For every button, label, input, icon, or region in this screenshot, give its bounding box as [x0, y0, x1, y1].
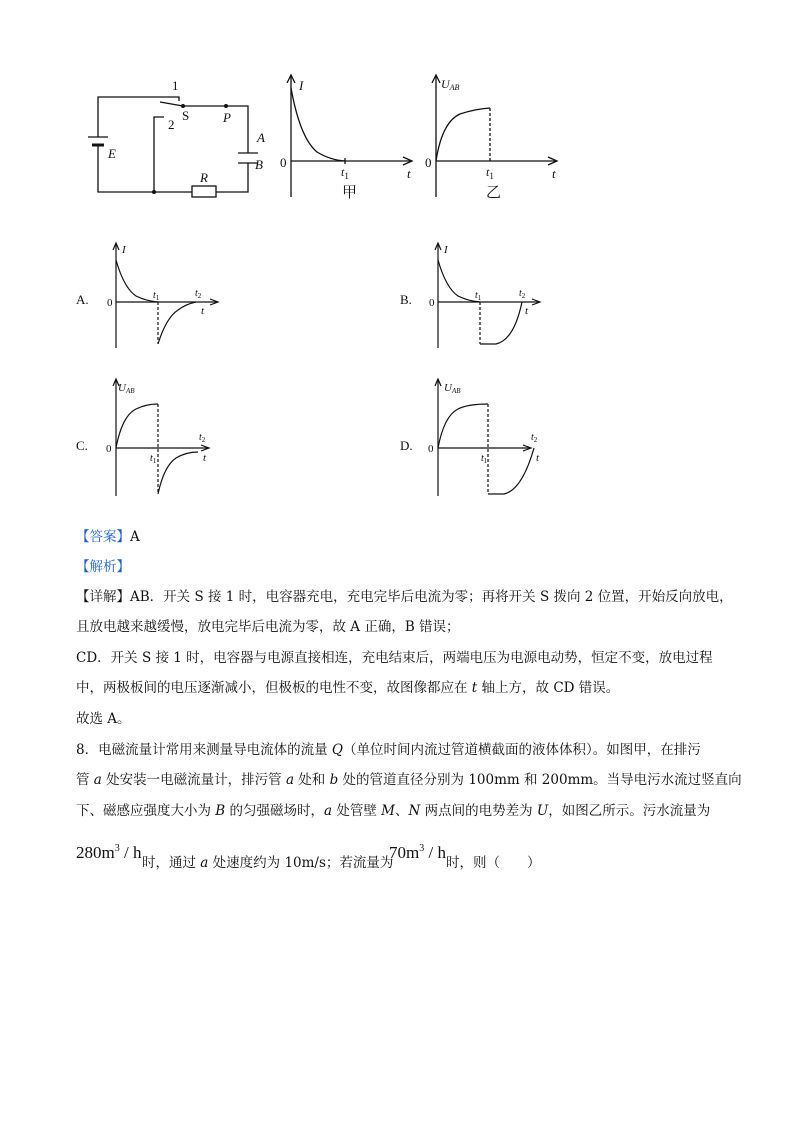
circuit-diagram	[80, 75, 280, 205]
q8-var-a2: a	[285, 772, 295, 788]
q8-text-4b: 处速度约为 10m/s；若流量为	[208, 855, 394, 871]
q8-var-bfield: B	[215, 803, 226, 819]
emf-label: E	[108, 146, 116, 161]
yi-t1-label: $t_1$	[486, 165, 494, 181]
q8-var-a4: a	[200, 855, 209, 871]
answer-line	[76, 527, 726, 547]
option-a-origin: 0	[107, 297, 113, 309]
switch-label: S	[182, 108, 190, 123]
option-d-t1: $t_1$	[481, 453, 488, 465]
q8-var-u: U	[536, 803, 549, 819]
q8-text-3d: 、	[395, 803, 409, 819]
option-b-t2: $t_2$	[519, 288, 526, 300]
option-d-xlabel: t	[536, 452, 540, 464]
option-b-origin: 0	[429, 297, 435, 309]
conclusion-text: 故选 A。	[76, 711, 131, 727]
option-c-t2: $t_2$	[199, 432, 206, 444]
detail-tag: 【详解】	[76, 589, 130, 605]
option-c-letter: C.	[76, 438, 88, 453]
yi-caption: 乙	[486, 185, 502, 201]
detail-line-2	[76, 617, 726, 637]
yi-origin: 0	[425, 155, 432, 170]
detail-text-1: AB．开关 S 接 1 时，电容器充电，充电完毕后电流为零；再将开关 S 拨向 2 位置，开始反向放电，	[130, 589, 733, 605]
q8-text-3c: 处管壁	[332, 803, 382, 819]
q8-text-4c: 时，则（ ）	[446, 855, 541, 871]
graph-jia	[275, 72, 420, 207]
node-1-label: 1	[172, 78, 179, 93]
option-d-ylabel: UAB	[444, 382, 461, 395]
jia-caption: 甲	[342, 185, 358, 201]
plate-b-label: B	[255, 157, 263, 172]
q8-line-1	[76, 740, 726, 760]
option-a-xlabel: t	[201, 305, 205, 317]
option-c-ylabel: UAB	[118, 382, 135, 395]
q8-text-3f: ，如图乙所示。污水流量为	[548, 803, 711, 819]
q8-line-3	[76, 801, 726, 821]
q8-text-3b: 的匀强磁场时，	[225, 803, 325, 819]
detail-line-3	[76, 648, 726, 668]
yi-xlabel: t	[552, 166, 556, 181]
option-c-xlabel: t	[203, 452, 207, 464]
analysis-line	[76, 557, 726, 577]
resistor-label: R	[200, 170, 208, 185]
q8-text-1b: （单位时间内流过管道横截面的液体体积）。如图甲，在排污	[342, 742, 701, 758]
point-p-label: P	[223, 110, 231, 125]
option-d-t2: $t_2$	[531, 432, 538, 444]
option-c-graph	[100, 376, 225, 501]
node-2-label: 2	[168, 117, 175, 132]
q8-var-m: M	[381, 803, 395, 819]
detail-text-3: CD．开关 S 接 1 时，电容器与电源直接相连，充电结束后，两端电压为电源电动势，恒定不变，放电过程	[76, 650, 713, 666]
conclusion-line	[76, 709, 726, 729]
flow-rate-2: $70m^3$ / h	[389, 843, 446, 862]
jia-ylabel: I	[299, 78, 304, 93]
option-a-t1: $t_1$	[153, 290, 160, 302]
jia-origin: 0	[280, 155, 287, 170]
q8-line-4a	[142, 853, 394, 873]
q8-text-2c: 处和	[294, 772, 330, 788]
option-d-graph	[422, 376, 547, 501]
q8-line-2	[76, 770, 742, 790]
option-a-ylabel: I	[122, 244, 126, 256]
detail-text-2: 且放电越来越缓慢，放电完毕后电流为零，故 A 正确，B 错误；	[76, 619, 460, 635]
q8-var-q: Q	[331, 742, 343, 758]
detail-text-4a: 中，两极板间的电压逐渐减小，但极板的电性不变，故图像都应在	[76, 680, 472, 696]
option-b-graph	[422, 240, 547, 352]
option-a-letter: A.	[76, 292, 89, 307]
q8-text-3a: 下、磁感应强度大小为	[76, 803, 216, 819]
detail-line-4	[76, 678, 726, 698]
q8-line-4b	[446, 853, 596, 873]
option-c-t1: $t_1$	[150, 453, 157, 465]
option-a-graph	[100, 240, 225, 352]
option-b-ylabel: I	[444, 244, 448, 256]
option-d-origin: 0	[428, 443, 434, 455]
yi-ylabel: UAB	[441, 77, 460, 92]
option-d-letter: D.	[400, 438, 413, 453]
option-b-xlabel: t	[525, 305, 529, 317]
answer-tag: 【答案】	[76, 529, 130, 545]
q8-var-n: N	[408, 803, 421, 819]
answer-value: A	[130, 529, 140, 545]
jia-t1-label: $t_1$	[341, 165, 349, 181]
detail-line-1	[76, 587, 733, 607]
q8-text-4a: 时，通过	[142, 855, 201, 871]
analysis-tag: 【解析】	[76, 559, 130, 575]
q8-text-1a: 8．电磁流量计常用来测量导电流体的流量	[76, 742, 332, 758]
q8-var-a1: a	[93, 772, 102, 788]
q8-text-2b: 处安装一电磁流量计，排污管	[101, 772, 286, 788]
q8-text-2a: 管	[76, 772, 94, 788]
option-a-t2: $t_2$	[195, 288, 202, 300]
q8-text-3e: 两点间的电势差为	[420, 803, 537, 819]
plate-a-label: A	[257, 130, 265, 145]
detail-text-4b: 轴上方，故 CD 错误。	[477, 680, 620, 696]
q8-var-a3: a	[324, 803, 333, 819]
option-b-letter: B.	[400, 292, 412, 307]
jia-xlabel: t	[407, 166, 411, 181]
q8-text-2d: 处的管道直径分别为 100mm 和 200mm。当导电污水流过竖直向	[338, 772, 742, 788]
q8-var-b: b	[329, 772, 339, 788]
option-b-t1: $t_1$	[475, 290, 482, 302]
graph-yi	[420, 72, 565, 207]
detail-var-t: t	[471, 680, 478, 696]
flow-rate-1: $280m^3$ / h	[76, 843, 142, 862]
option-c-origin: 0	[106, 443, 112, 455]
